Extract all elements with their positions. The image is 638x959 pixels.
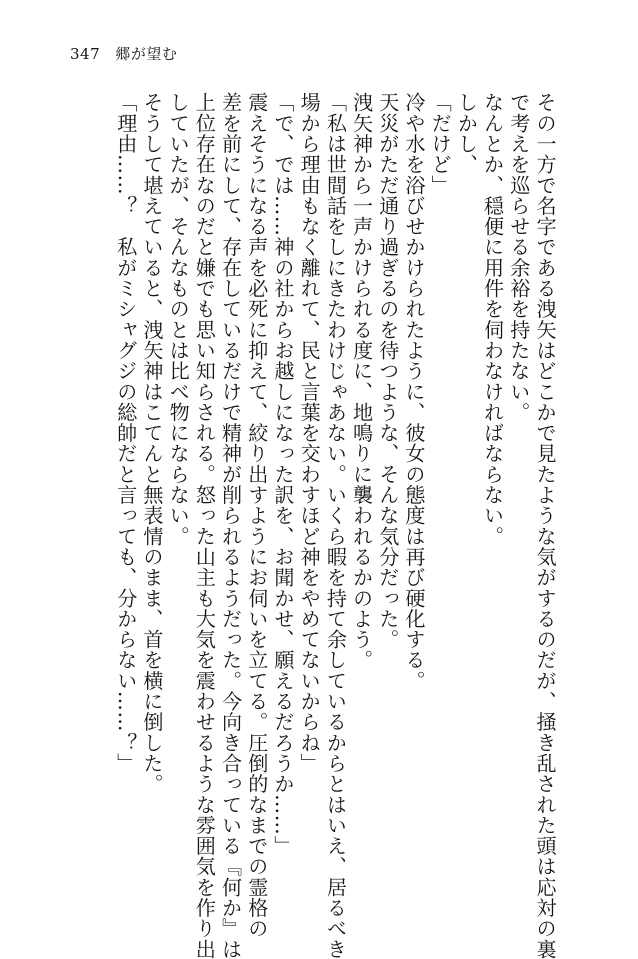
vertical-body-text <box>113 92 558 959</box>
chapter-title: 郷が望む <box>115 45 178 63</box>
text-line: しかし、 <box>454 92 479 175</box>
text-line: その一方で名字である洩矢はどこかで見たような気がするのだが、掻き乱された頭は応対の裏 <box>533 92 557 959</box>
text-line: そうして堪えていると、洩矢神はこてんと無表情のまま、首を横に倒した。 <box>139 92 164 795</box>
text-line: 天災がただ通り過ぎるのを待つような、そんな気分だった。 <box>375 92 400 650</box>
page-header <box>70 44 177 64</box>
text-line: で考えを巡らせる余裕を持たない。 <box>506 92 531 423</box>
text-line: 震えそうになる声を必死に抑えて、絞り出すようにお伺いを立てる。圧倒的なまでの霊格の <box>244 92 269 939</box>
text-line: 「私は世間話をしにきたわけじゃあない。いくら暇を持て余しているからとはいえ、居るべき <box>323 92 348 959</box>
text-line: 洩矢神から一声かけられる度に、地鳴りに襲われるかのよう。 <box>349 92 374 671</box>
text-line: 差を前にして、存在しているだけで精神が削られるようだった。今向き合っている『何か』は <box>218 92 243 959</box>
text-line: 「理由……？ 私がミシャグジの総帥だと言っても、分からない……？」 <box>113 92 138 774</box>
text-line: 場から理由もなく離れて、民と言葉を交わすほど神をやめてないからね」 <box>297 92 322 774</box>
text-line: 上位存在なのだと嫌でも思い知らされる。怒った山主も大気を震わせるような雰囲気を作り出 <box>192 92 217 959</box>
text-line: 「で、では……神の社からお越しになった訳を、お聞かせ、願えるだろうか……」 <box>270 92 295 857</box>
text-line: なんとか、穏便に用件を伺わなければならない。 <box>480 92 505 547</box>
text-line: 「だけど」 <box>428 92 453 196</box>
text-line: していたが、そんなものとは比べ物にならない。 <box>166 92 191 547</box>
page-number: 347 <box>70 45 101 63</box>
text-line: 冷や水を浴びせかけられたように、彼女の態度は再び硬化する。 <box>401 92 426 691</box>
